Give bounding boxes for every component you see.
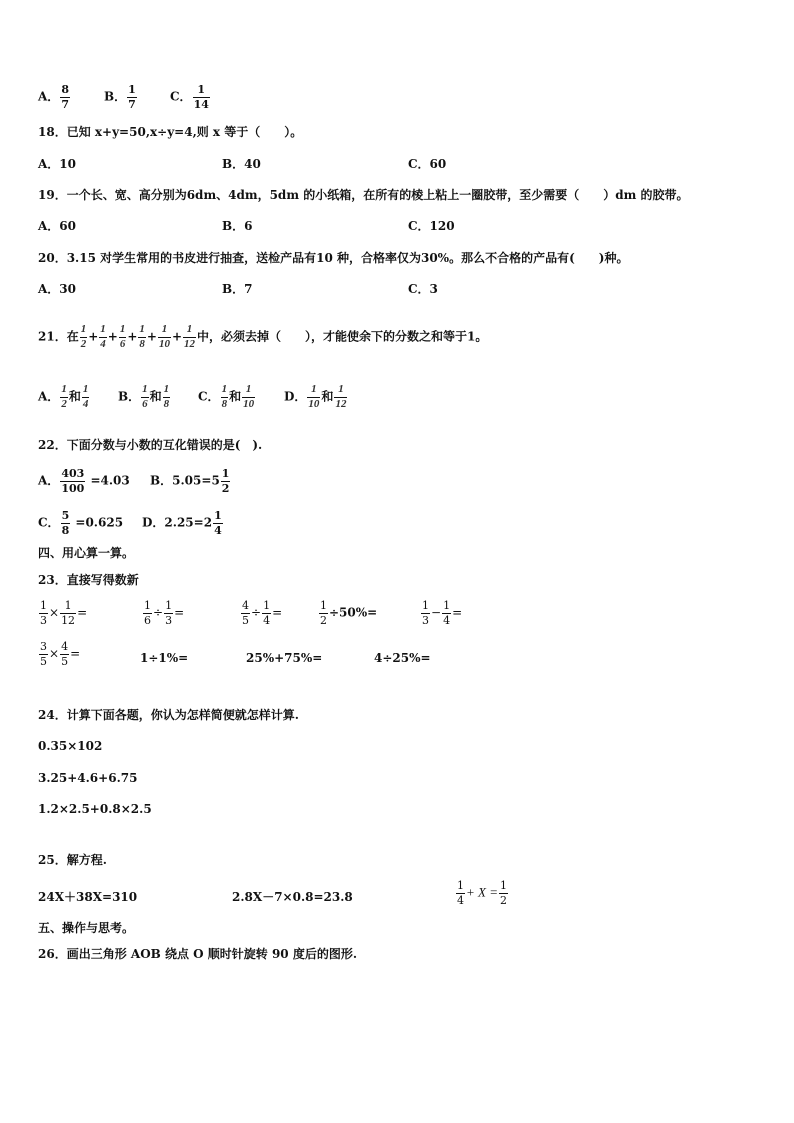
q23-item-4: $\frac{1}{2}$ ÷50%= bbox=[320, 599, 378, 627]
q18-option-c: C．60 bbox=[408, 157, 447, 171]
q24-item-2: 3.25+4.6+6.75 bbox=[38, 771, 138, 785]
q21-option-a: A． $\frac{1}{2}$ 和 $\frac{1}{4}$ bbox=[38, 383, 89, 410]
q25-question: 25．解方程. bbox=[38, 853, 107, 867]
q21-option-d: D． $\frac{1}{10}$ 和 $\frac{1}{12}$ bbox=[284, 383, 347, 410]
q22-question: 22．下面分数与小数的互化错误的是( ). bbox=[38, 438, 263, 452]
q17-option-a: A． $\frac{8}{7}$ bbox=[38, 83, 69, 111]
q20-option-a: A．30 bbox=[38, 282, 77, 296]
q19-option-b: B．6 bbox=[222, 219, 253, 233]
q24-item-3: 1.2×2.5+0.8×2.5 bbox=[38, 802, 152, 816]
q17-option-b: B． $\frac{1}{7}$ bbox=[104, 83, 136, 111]
q24-question: 24．计算下面各题，你认为怎样简便就怎样计算. bbox=[38, 708, 299, 722]
section-5-heading: 五、操作与思考。 bbox=[38, 921, 135, 935]
q19-option-c: C．120 bbox=[408, 219, 455, 233]
q23-item-6: $\frac{3}{5}$ × $\frac{4}{5}$ = bbox=[40, 640, 81, 668]
q25-equation-1: 24X＋38X=310 bbox=[38, 890, 138, 904]
q24-item-1: 0.35×102 bbox=[38, 739, 103, 753]
q22-option-a: A． $\frac{403}{100}$ =4.03 bbox=[38, 467, 130, 495]
q21-question: 21．在 $\frac{1}{2}$ + $\frac{1}{4}$ + $\frac{1}{6}$ + $\frac{1}{8}$ + $\frac{1}{10}$ + $\frac{1}{12}$ 中，必须去掉（ ），才能使余下的分数之和等于1。 bbox=[38, 323, 488, 350]
q23-item-9: 4÷25%= bbox=[374, 651, 431, 665]
q18-option-a: A．10 bbox=[38, 157, 77, 171]
q18-option-b: B．40 bbox=[222, 157, 261, 171]
q23-item-8: 25%+75%= bbox=[246, 651, 323, 665]
q22-option-d: D．2.25=2 $\frac{1}{4}$ bbox=[142, 509, 222, 537]
q21-option-c: C． $\frac{1}{8}$ 和 $\frac{1}{10}$ bbox=[198, 383, 255, 410]
q26-question: 26．画出三角形 AOB 绕点 O 顺时针旋转 90 度后的图形. bbox=[38, 947, 358, 961]
q23-question: 23．直接写得数新 bbox=[38, 573, 139, 587]
q23-item-7: 1÷1%= bbox=[140, 651, 189, 665]
q22-option-b: B．5.05=5 $\frac{1}{2}$ bbox=[150, 467, 230, 495]
q23-item-3: $\frac{4}{5}$ ÷ $\frac{1}{4}$ = bbox=[242, 599, 283, 627]
q19-option-a: A．60 bbox=[38, 219, 77, 233]
q18-question: 18．已知 x+y=50,x÷y=4,则 x 等于（ ）。 bbox=[38, 125, 303, 139]
q17-option-c: C． $\frac{1}{14}$ bbox=[170, 83, 209, 111]
q20-question: 20．3.15 对学生常用的书皮进行抽查，送检产品有10 种，合格率仅为30%。那么不合格的产品有( )种。 bbox=[38, 251, 629, 265]
section-4-heading: 四、用心算一算。 bbox=[38, 546, 135, 560]
q21-option-b: B． $\frac{1}{6}$ 和 $\frac{1}{8}$ bbox=[118, 383, 170, 410]
q19-question: 19．一个长、宽、高分别为6dm、4dm，5dm 的小纸箱，在所有的棱上粘上一圈胶带，至少需要（ ）dm 的胶带。 bbox=[38, 188, 689, 202]
q23-item-1: $\frac{1}{3}$ × $\frac{1}{12}$ = bbox=[40, 599, 88, 627]
q20-option-c: C．3 bbox=[408, 282, 438, 296]
q23-item-5: $\frac{1}{3}$ − $\frac{1}{4}$ = bbox=[422, 599, 463, 627]
q23-item-2: $\frac{1}{6}$ ÷ $\frac{1}{3}$ = bbox=[144, 599, 185, 627]
q25-equation-3: $\frac{1}{4}$ + X = $\frac{1}{2}$ bbox=[457, 879, 507, 907]
q22-option-c: C． $\frac{5}{8}$ =0.625 bbox=[38, 509, 124, 537]
q20-option-b: B．7 bbox=[222, 282, 253, 296]
q25-equation-2: 2.8X－7×0.8=23.8 bbox=[232, 890, 353, 904]
